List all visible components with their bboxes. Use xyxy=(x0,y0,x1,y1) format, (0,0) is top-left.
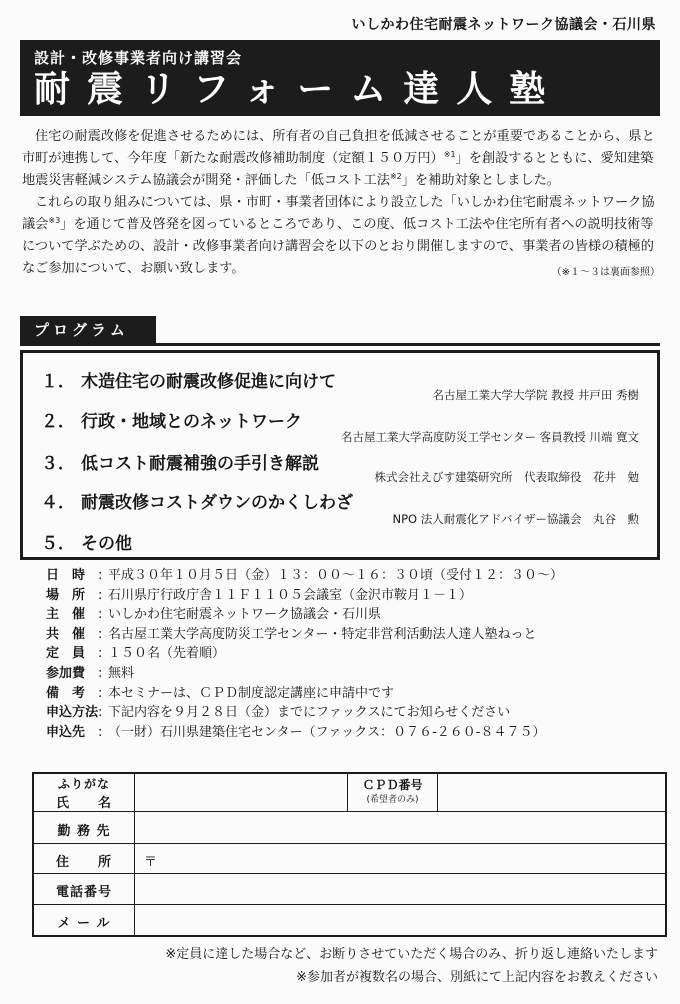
intro-paragraph-2 xyxy=(22,192,660,280)
detail-label: 場 所 xyxy=(46,587,86,603)
detail-value: 平成３０年１０月５日（金）１３：００～１６：３０頃（受付１２：３０～） xyxy=(108,568,564,583)
program-item-title: その他 xyxy=(81,534,132,554)
application-form xyxy=(32,772,667,937)
name-label: 氏 名 xyxy=(55,796,112,811)
cpd-number-label-cell xyxy=(347,774,438,811)
program-speaker: 名古屋工業大学高度防災工学センター 客員教授 川端 寛文 xyxy=(340,430,639,444)
detail-label: 参加費 xyxy=(46,665,86,681)
detail-label: 申込方法 xyxy=(46,705,99,721)
intro-note: （※１～３は裏面参照） xyxy=(551,267,660,278)
footnote-ref: ※2 xyxy=(389,172,402,181)
address-field[interactable] xyxy=(135,844,665,874)
detail-label: 備 考 xyxy=(46,685,86,701)
detail-row xyxy=(46,566,646,586)
detail-row xyxy=(46,625,646,645)
program-item-number: ３． xyxy=(41,454,75,474)
program-speaker: 株式会社えびす建築研究所 代表取締役 花井 勉 xyxy=(374,470,639,484)
cpd-number-field[interactable] xyxy=(439,774,665,811)
detail-separator: : xyxy=(98,568,103,583)
name-field[interactable] xyxy=(135,774,347,811)
intro-text-segment: 」を創設するとともに、愛知建築地震災害軽減システム協議会が開発・評価した「低コスト工法 xyxy=(22,151,654,188)
title-banner xyxy=(20,40,660,116)
workplace-field[interactable] xyxy=(135,812,665,842)
detail-separator: : xyxy=(98,665,103,681)
detail-value: １５０名（先着順） xyxy=(108,646,226,662)
intro-text-segment: 」を補助対象としました。 xyxy=(401,173,560,188)
detail-row xyxy=(46,684,646,704)
detail-separator: : xyxy=(98,587,103,603)
program-speaker: NPO 法人耐震化アドバイザー協議会 丸谷 勲 xyxy=(392,512,639,526)
intro-text-segment: これらの取り組みについては、県・市町・事業者団体により設立した「いしかわ住宅耐震ネットワーク協議会 xyxy=(22,195,655,232)
program-heading: プログラム xyxy=(20,316,156,344)
cpd-number-note: (希望者のみ) xyxy=(366,795,419,805)
detail-row xyxy=(46,644,646,664)
footnote-ref: ※1 xyxy=(443,150,456,159)
program-speaker: 名古屋工業大学大学院 教授 井戸田 秀樹 xyxy=(432,388,639,402)
intro-text xyxy=(22,126,660,284)
intro-text-segment: 」を通じて普及啓発を図っているところであり、この度、低コスト工法や住宅所有者への説明技術等について学ぶための、設計・改修事業者向け講習会を以下のとおり開催しますので、事業者の皆様の積極的なご参加について、お願い致します。 xyxy=(22,217,654,276)
program-item-title: 低コスト耐震補強の手引き解説 xyxy=(81,454,319,474)
detail-value: （一財）石川県建築住宅センター（ファックス：０７６-２６０-８４７５） xyxy=(108,724,546,740)
detail-separator: : xyxy=(98,705,103,721)
detail-separator: : xyxy=(98,685,103,701)
detail-separator: : xyxy=(98,626,103,642)
detail-label: 申込先 xyxy=(46,724,86,740)
event-subtitle: 設計・改修事業者向け講習会 xyxy=(34,49,243,67)
program-item xyxy=(41,529,132,554)
detail-row xyxy=(46,605,646,625)
footnote-ref: ※3 xyxy=(48,216,61,225)
program-item xyxy=(41,449,319,474)
detail-value: 名古屋工業大学高度防災工学センター・特定非営利活動法人達人塾ねっと xyxy=(108,626,537,642)
detail-value: 石川県庁行政庁舎１１Ｆ１１０５会議室（金沢市鞍月１－１） xyxy=(108,587,473,603)
detail-row xyxy=(46,703,646,723)
footnote-multiple-participants: ※参加者が複数名の場合、別紙にて上記内容をお教えください xyxy=(296,970,658,985)
address-label: 住 所 xyxy=(55,855,112,870)
program-item-number: ２． xyxy=(41,412,75,432)
detail-label: 定 員 xyxy=(46,646,86,662)
program-item-number: １． xyxy=(41,372,75,392)
intro-paragraph-1 xyxy=(22,126,660,192)
program-item-number: ５． xyxy=(41,534,75,554)
detail-separator: : xyxy=(98,724,103,740)
program-item-title: 木造住宅の耐震改修促進に向けて xyxy=(81,372,336,392)
intro-text-segment: 住宅の耐震改修を促進させるためには、所有者の自己負担を低減させることが重要であることから、県と市町が連携して、今年度「新たな耐震改修補助制度（定額１５０万円） xyxy=(22,129,655,166)
phone-field[interactable] xyxy=(135,874,665,904)
program-item-title: 耐震改修コストダウンのかくしわざ xyxy=(81,493,353,513)
event-title: 耐震リフォーム達人塾 xyxy=(34,69,563,110)
furigana-label: ふりがな xyxy=(57,777,110,791)
workplace-label: 勤 務 先 xyxy=(57,824,111,839)
detail-label: 共 催 xyxy=(46,626,86,642)
program-divider xyxy=(20,343,660,346)
detail-row xyxy=(46,664,646,684)
email-label: メ ー ル xyxy=(57,916,111,931)
organization-header: いしかわ住宅耐震ネットワーク協議会・石川県 xyxy=(351,17,656,33)
detail-label: 主 催 xyxy=(46,607,86,623)
event-details xyxy=(46,566,646,742)
detail-value: 下記内容を９月２８日（金）までにファックスにてお知らせください xyxy=(108,705,511,721)
cpd-number-label: ＣＰＤ番号 xyxy=(362,778,423,792)
detail-separator: : xyxy=(98,646,103,662)
program-item xyxy=(41,367,336,392)
phone-label: 電話番号 xyxy=(55,885,112,900)
program-list xyxy=(20,350,660,560)
detail-separator: : xyxy=(98,607,103,623)
detail-value: いしかわ住宅耐震ネットワーク協議会・石川県 xyxy=(108,607,382,623)
detail-row xyxy=(46,723,646,743)
program-item xyxy=(41,488,353,513)
program-item-title: 行政・地域とのネットワーク xyxy=(81,412,302,432)
detail-value: 本セミナーは、ＣＰＤ制度認定講座に申請中です xyxy=(108,685,395,701)
detail-label: 日 時 xyxy=(46,568,86,583)
program-item xyxy=(41,407,302,432)
program-item-number: ４． xyxy=(41,493,75,513)
postal-mark: 〒 xyxy=(144,855,158,870)
footnote-capacity: ※定員に達した場合など、お断りさせていただく場合のみ、折り返し連絡いたします xyxy=(165,947,658,962)
email-field[interactable] xyxy=(135,905,665,935)
detail-row xyxy=(46,586,646,606)
detail-value: 無料 xyxy=(108,665,135,681)
